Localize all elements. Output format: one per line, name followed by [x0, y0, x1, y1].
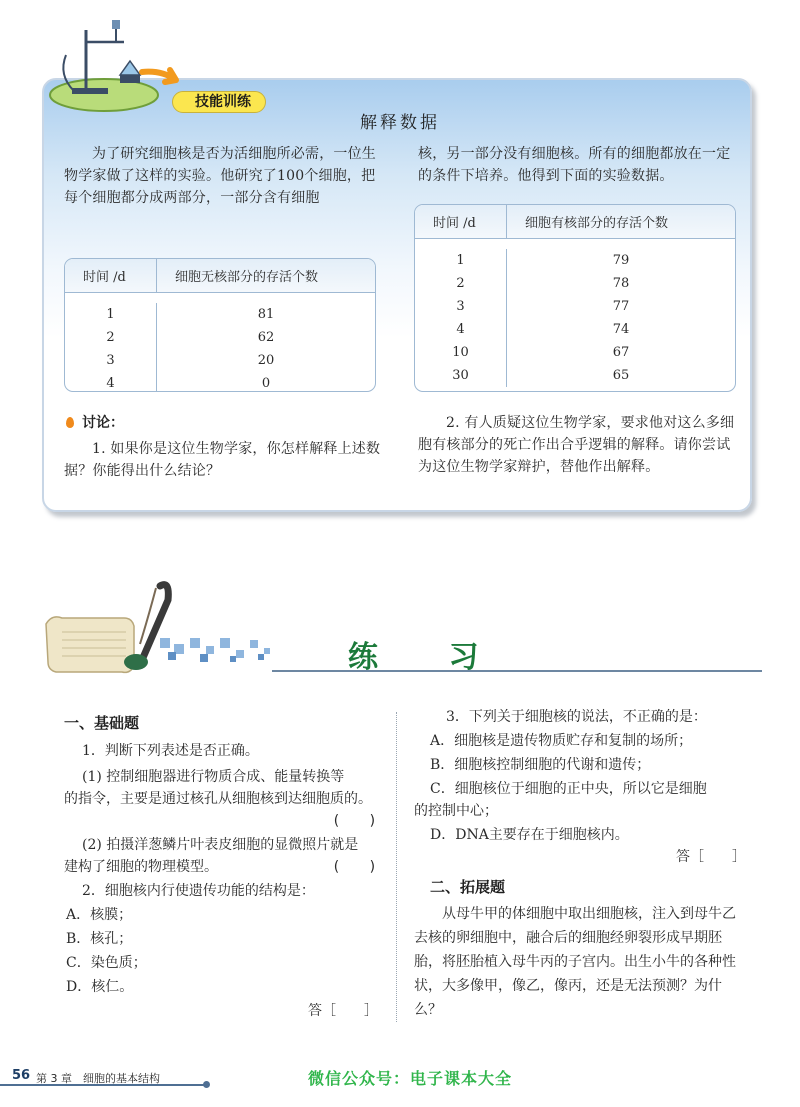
table-cell-count: 81: [257, 307, 275, 322]
table-cell-count: 20: [257, 353, 275, 368]
table-cell-count: 78: [612, 276, 630, 291]
question-3-option-d: D．DNA主要存在于细胞核内。: [430, 827, 629, 843]
table-cell-day: 30: [452, 368, 469, 383]
question-3-option-b: B．细胞核控制细胞的代谢和遗传；: [430, 757, 651, 773]
table-with-nucleus-survival: [414, 204, 736, 392]
table-cell-day: 2: [456, 276, 465, 291]
table-cell-day: 1: [106, 307, 115, 322]
table-cell-count: 0: [261, 376, 271, 391]
question-2-stem: 2．细胞核内行使遗传功能的结构是：: [82, 883, 315, 899]
intro-right-paragraph: 核，另一部分没有细胞核。所有的细胞都放在一定的条件下培养。他得到下面的实验数据。: [418, 146, 731, 184]
discussion-label-text: 讨论：: [82, 415, 124, 431]
discussion-question-1: 1. 如果你是这位生物学家，你怎样解释上述数据？你能得出什么结论？: [64, 441, 381, 479]
table-cell-day: 3: [106, 353, 115, 368]
question-3-option-c-line2: 的控制中心；: [414, 803, 498, 819]
table-cell-count: 62: [257, 330, 275, 345]
chapter-label: 第 3 章 细胞的基本结构: [36, 1072, 160, 1085]
footer-rule-dot: [203, 1081, 210, 1088]
table-header-time: 时间 /d: [415, 205, 507, 238]
drop-icon: [66, 417, 74, 428]
page-number: 56: [12, 1068, 31, 1083]
discussion-question-2: 2. 有人质疑这位生物学家，要求他对这么多细胞有核部分的死亡作出合乎逻辑的解释。请你尝试为这位生物学家辩护，替他作出解释。: [418, 415, 735, 475]
table-header-count: 细胞无核部分的存活个数: [175, 270, 319, 285]
question-2-option-b: B．核孔；: [66, 931, 133, 947]
table-cell-day: 3: [456, 299, 465, 314]
watermark-text: 微信公众号：电子课本大全: [308, 1069, 513, 1088]
answer-brackets: 答［ ］: [676, 849, 746, 865]
exercise-title: 练 习: [348, 640, 509, 675]
table-cell-count: 65: [612, 368, 630, 383]
table-cell-day: 1: [456, 253, 465, 268]
question-3-option-c-line1: C．细胞核位于细胞的正中央，所以它是细胞: [430, 781, 707, 797]
question-2-option-d: D．核仁。: [66, 979, 134, 995]
table-cell-day: 4: [106, 376, 115, 391]
question-1-1-line1: (1) 控制细胞器进行物质合成、能量转换等: [82, 769, 345, 785]
question-1-2-line1: (2) 拍摄洋葱鳞片叶表皮细胞的显微照片就是: [82, 837, 359, 853]
question-1-stem: 1．判断下列表述是否正确。: [82, 743, 259, 759]
answer-brackets: 答［ ］: [308, 1003, 378, 1019]
answer-parentheses: ( ): [332, 813, 377, 829]
table-header-count: 细胞有核部分的存活个数: [525, 216, 669, 231]
question-3-option-a: A．细胞核是遗传物质贮存和复制的场所；: [430, 733, 693, 749]
skill-box-title: 解释数据: [360, 113, 440, 133]
question-1-1-line2: 的指令，主要是通过核孔从细胞核到达细胞质的。: [64, 791, 372, 807]
answer-parentheses: ( ): [332, 859, 377, 875]
section-extension-title: 二、拓展题: [430, 878, 506, 896]
table-no-nucleus-survival: [64, 258, 376, 392]
table-cell-count: 79: [612, 253, 630, 268]
question-2-option-c: C．染色质；: [66, 955, 147, 971]
table-cell-day: 10: [452, 345, 469, 360]
question-1-2-line2: 建构了细胞的物理模型。: [64, 859, 218, 875]
question-2-option-a: A．核膜；: [66, 907, 133, 923]
exercise-header-rule: [272, 670, 762, 672]
table-cell-day: 4: [456, 322, 465, 337]
question-3-stem: 3．下列关于细胞核的说法，不正确的是：: [446, 709, 707, 725]
section-basic-title: 一、基础题: [64, 714, 140, 732]
extension-question-text: 从母牛甲的体细胞中取出细胞核，注入到母牛乙去核的卵细胞中，融合后的细胞经卵裂形成早期胚胎，将胚胎植入母牛丙的子宫内。出生小牛的各种性状，大多像甲，像乙，像丙，还是无法预测？为什么？: [414, 906, 736, 1018]
skill-training-tag: 技能训练: [172, 91, 266, 113]
discussion-label: [66, 412, 124, 432]
column-divider: [396, 712, 397, 1022]
table-cell-count: 77: [612, 299, 630, 314]
table-cell-day: 2: [106, 330, 115, 345]
table-header-time: 时间 /d: [65, 259, 157, 292]
intro-left-paragraph: 为了研究细胞核是否为活细胞所必需，一位生物学家做了这样的实验。他研究了100个细胞，把每个细胞都分成两部分，一部分含有细胞: [64, 146, 376, 206]
table-cell-count: 67: [612, 345, 630, 360]
table-cell-count: 74: [612, 322, 630, 337]
